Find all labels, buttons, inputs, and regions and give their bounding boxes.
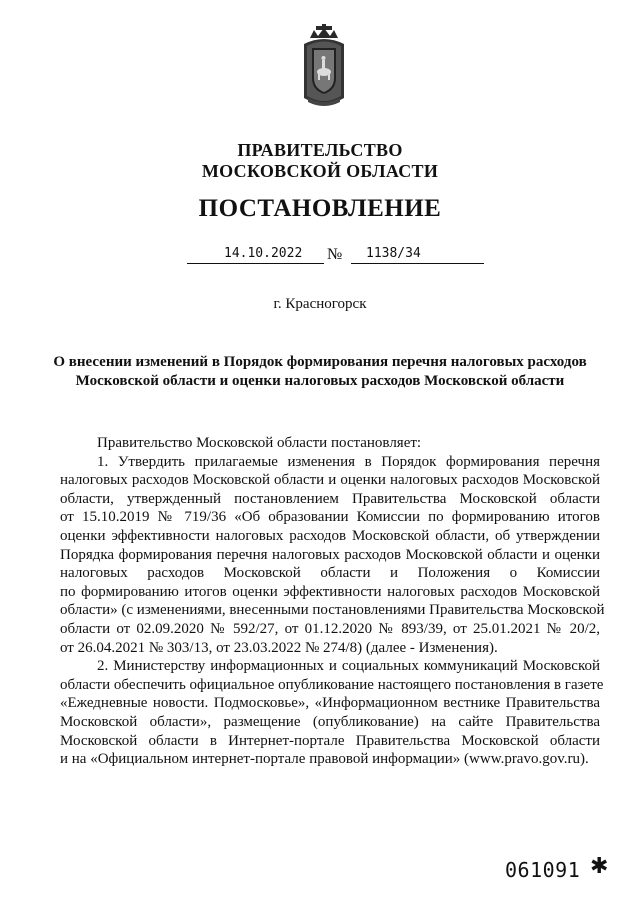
body-line: по формированию итогов оценки эффективности налоговых расходов Московской bbox=[60, 583, 600, 600]
document-type-title: ПОСТАНОВЛЕНИЕ bbox=[198, 195, 442, 222]
subject-line2: Московской области и оценки налоговых расходов Московской области bbox=[75, 373, 565, 389]
body-line: области от 02.09.2020 № 592/27, от 01.12.2020 № 893/39, от 25.01.2021 № 20/2, bbox=[60, 620, 600, 637]
asterisk-icon: ✱ bbox=[590, 854, 609, 879]
number-underline bbox=[351, 263, 484, 264]
date-underline bbox=[187, 263, 324, 264]
body-line: области обеспечить официальное опубликование настоящего постановления в газете bbox=[60, 676, 604, 693]
government-name-line1: ПРАВИТЕЛЬСТВО bbox=[237, 140, 403, 160]
body-line: области» (с изменениями, внесенными постановлениями Правительства Московской bbox=[60, 602, 605, 619]
body-line: и на «Официальном интернет-портале правовой информации» (www.pravo.gov.ru). bbox=[60, 751, 589, 768]
body-line: 1. Утвердить прилагаемые изменения в Порядок формирования перечня bbox=[97, 453, 600, 470]
document-body bbox=[60, 434, 605, 769]
body-line: налоговых расходов Московской области и оценки налоговых расходов Московской bbox=[60, 472, 600, 489]
body-line: Правительство Московской области постановляет: bbox=[97, 435, 422, 451]
body-line: от 15.10.2019 № 719/36 «Об образовании Комиссии по формированию итогов bbox=[60, 509, 600, 526]
coat-of-arms-icon bbox=[298, 24, 350, 108]
city-name: г. Красногорск bbox=[273, 296, 367, 312]
body-line: Московской области в Интернет-портале Правительства Московской области bbox=[60, 732, 600, 749]
document-date: 14.10.2022 bbox=[224, 246, 303, 261]
body-line: от 26.04.2021 № 303/13, от 23.03.2022 № 274/8) (далее - Изменения). bbox=[60, 639, 498, 656]
number-sign: № bbox=[327, 246, 343, 263]
document-serial-code: 061091 bbox=[505, 858, 581, 882]
body-line: области, утвержденный постановлением Правительства Московской области bbox=[60, 490, 600, 507]
body-line: оценки эффективности налоговых расходов Московской области, об утверждении bbox=[60, 527, 600, 544]
body-line: 2. Министерству информационных и социальных коммуникаций Московской bbox=[97, 658, 600, 675]
body-line: налоговых расходов Московской области и Положения о Комиссии bbox=[60, 565, 600, 582]
body-line: Московской области», размещение (опубликование) на сайте Правительства bbox=[60, 713, 600, 730]
body-line: «Ежедневные новости. Подмосковье», «Информационном вестнике Правительства bbox=[60, 695, 600, 712]
government-name-line2: МОСКОВСКОЙ ОБЛАСТИ bbox=[201, 161, 439, 181]
body-line: Порядка формирования перечня налоговых расходов Московской области и оценки bbox=[60, 546, 600, 563]
document-number: 1138/34 bbox=[366, 246, 421, 261]
subject-line1: О внесении изменений в Порядок формирования перечня налоговых расходов bbox=[53, 354, 587, 370]
